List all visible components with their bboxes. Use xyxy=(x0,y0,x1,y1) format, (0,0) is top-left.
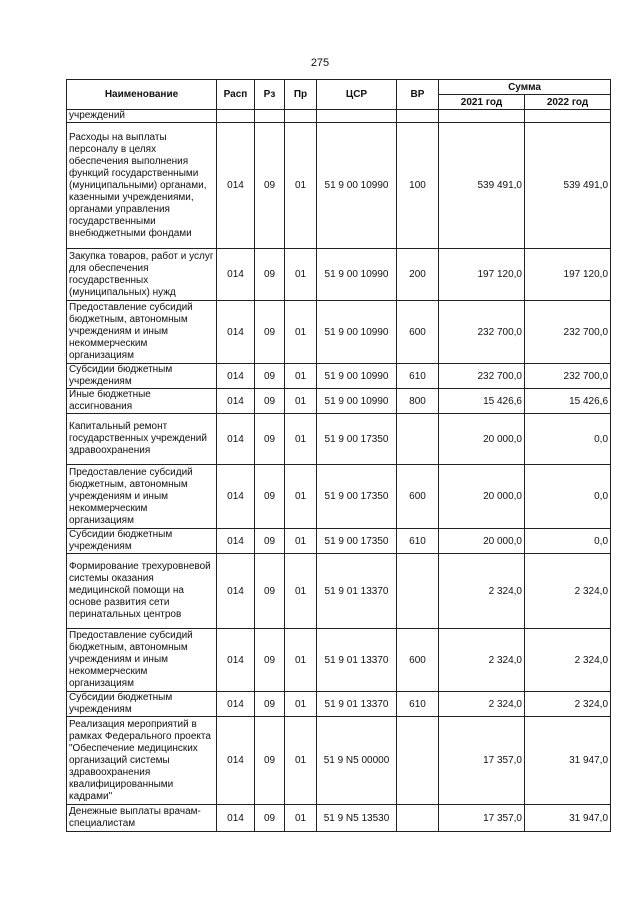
row-vr: 600 xyxy=(397,301,439,364)
row-vr: 610 xyxy=(397,692,439,717)
table-row xyxy=(67,123,611,249)
table-row xyxy=(67,364,611,389)
row-vr: 600 xyxy=(397,629,439,692)
row-rz: 09 xyxy=(255,301,285,364)
row-pr: 01 xyxy=(285,529,317,554)
row-csr: 51 9 01 13370 xyxy=(317,692,397,717)
row-sum-2021: 2 324,0 xyxy=(439,554,525,629)
row-rasp: 014 xyxy=(217,414,255,465)
header-rasp: Расп xyxy=(217,80,255,110)
row-vr: 100 xyxy=(397,123,439,249)
row-name: Субсидии бюджетным учреждениям xyxy=(67,364,217,389)
row-pr: 01 xyxy=(285,465,317,529)
row-vr: 800 xyxy=(397,389,439,414)
row-pr: 01 xyxy=(285,123,317,249)
row-csr: 51 9 N5 00000 xyxy=(317,717,397,805)
row-rasp: 014 xyxy=(217,389,255,414)
row-rz: 09 xyxy=(255,529,285,554)
row-name: Закупка товаров, работ и услуг для обеспечения государственных (муниципальных) нужд xyxy=(67,249,217,301)
row-rasp: 014 xyxy=(217,301,255,364)
row-rasp: 014 xyxy=(217,249,255,301)
row-pr: 01 xyxy=(285,717,317,805)
table-row xyxy=(67,717,611,805)
row-rasp: 014 xyxy=(217,529,255,554)
row-vr: 610 xyxy=(397,364,439,389)
row-vr: 600 xyxy=(397,465,439,529)
row-pr: 01 xyxy=(285,301,317,364)
row-sum-2022: 2 324,0 xyxy=(525,629,611,692)
row-sum-2021: 232 700,0 xyxy=(439,364,525,389)
header-vr: ВР xyxy=(397,80,439,110)
row-rasp: 014 xyxy=(217,364,255,389)
row-rz: 09 xyxy=(255,123,285,249)
header-sum: Сумма xyxy=(439,80,611,95)
row-csr: 51 9 00 10990 xyxy=(317,389,397,414)
row-vr xyxy=(397,110,439,123)
row-sum-2021: 539 491,0 xyxy=(439,123,525,249)
row-name: Иные бюджетные ассигнования xyxy=(67,389,217,414)
row-sum-2022: 0,0 xyxy=(525,414,611,465)
row-name: Реализация мероприятий в рамках Федерального проекта "Обеспечение медицинских организаций системы здравоохранения квалифицированными кадрами" xyxy=(67,717,217,805)
row-pr: 01 xyxy=(285,249,317,301)
row-sum-2021: 17 357,0 xyxy=(439,805,525,832)
row-sum-2021: 17 357,0 xyxy=(439,717,525,805)
row-rasp: 014 xyxy=(217,692,255,717)
table-row xyxy=(67,805,611,832)
row-sum-2021: 20 000,0 xyxy=(439,414,525,465)
row-sum-2021: 197 120,0 xyxy=(439,249,525,301)
row-pr: 01 xyxy=(285,364,317,389)
row-name: Предоставление субсидий бюджетным, автономным учреждениям и иным некоммерческим организациям xyxy=(67,629,217,692)
row-name: Субсидии бюджетным учреждениям xyxy=(67,529,217,554)
row-sum-2021: 20 000,0 xyxy=(439,465,525,529)
row-name: Предоставление субсидий бюджетным, автономным учреждениям и иным некоммерческим организациям xyxy=(67,301,217,364)
row-sum-2021: 15 426,6 xyxy=(439,389,525,414)
row-name: Расходы на выплаты персоналу в целях обеспечения выполнения функций государственными (муниципальными) органами, казенными учреждениями, органами управления государственными внебюджетными фондами xyxy=(67,123,217,249)
row-csr: 51 9 00 10990 xyxy=(317,249,397,301)
row-rasp: 014 xyxy=(217,629,255,692)
row-vr xyxy=(397,717,439,805)
row-sum-2022: 2 324,0 xyxy=(525,554,611,629)
row-pr xyxy=(285,110,317,123)
table-row xyxy=(67,110,611,123)
row-sum-2021: 2 324,0 xyxy=(439,692,525,717)
row-sum-2022: 2 324,0 xyxy=(525,692,611,717)
row-sum-2022 xyxy=(525,110,611,123)
row-vr xyxy=(397,805,439,832)
header-name: Наименование xyxy=(67,80,217,110)
row-sum-2022: 31 947,0 xyxy=(525,717,611,805)
row-name: Капитальный ремонт государственных учреждений здравоохранения xyxy=(67,414,217,465)
header-pr: Пр xyxy=(285,80,317,110)
row-rz: 09 xyxy=(255,717,285,805)
row-csr: 51 9 00 10990 xyxy=(317,364,397,389)
row-pr: 01 xyxy=(285,629,317,692)
header-csr: ЦСР xyxy=(317,80,397,110)
table-row xyxy=(67,249,611,301)
row-pr: 01 xyxy=(285,414,317,465)
row-pr: 01 xyxy=(285,554,317,629)
row-sum-2022: 0,0 xyxy=(525,529,611,554)
table-row xyxy=(67,389,611,414)
row-rz: 09 xyxy=(255,389,285,414)
table-row xyxy=(67,465,611,529)
budget-table xyxy=(66,79,611,832)
row-rasp: 014 xyxy=(217,123,255,249)
row-pr: 01 xyxy=(285,692,317,717)
row-name: учреждений xyxy=(67,110,217,123)
table-header xyxy=(67,80,611,110)
row-csr: 51 9 01 13370 xyxy=(317,554,397,629)
row-csr: 51 9 00 10990 xyxy=(317,123,397,249)
row-rz: 09 xyxy=(255,692,285,717)
row-csr: 51 9 00 17350 xyxy=(317,465,397,529)
row-rz xyxy=(255,110,285,123)
row-rz: 09 xyxy=(255,414,285,465)
row-sum-2021 xyxy=(439,110,525,123)
table-row xyxy=(67,692,611,717)
header-year-2021: 2021 год xyxy=(439,95,525,110)
table-row xyxy=(67,301,611,364)
row-vr: 200 xyxy=(397,249,439,301)
row-csr: 51 9 00 17350 xyxy=(317,529,397,554)
header-rz: Рз xyxy=(255,80,285,110)
row-rz: 09 xyxy=(255,249,285,301)
row-rz: 09 xyxy=(255,629,285,692)
row-sum-2022: 31 947,0 xyxy=(525,805,611,832)
row-csr: 51 9 00 17350 xyxy=(317,414,397,465)
row-sum-2022: 232 700,0 xyxy=(525,301,611,364)
row-rz: 09 xyxy=(255,465,285,529)
header-year-2022: 2022 год xyxy=(525,95,611,110)
row-rasp: 014 xyxy=(217,805,255,832)
row-sum-2022: 232 700,0 xyxy=(525,364,611,389)
page-number: 275 xyxy=(310,57,330,69)
row-name: Субсидии бюджетным учреждениям xyxy=(67,692,217,717)
row-name: Формирование трехуровневой системы оказания медицинской помощи на основе развития сети перинатальных центров xyxy=(67,554,217,629)
row-csr: 51 9 00 10990 xyxy=(317,301,397,364)
row-pr: 01 xyxy=(285,389,317,414)
row-sum-2022: 539 491,0 xyxy=(525,123,611,249)
table-row xyxy=(67,529,611,554)
row-rz: 09 xyxy=(255,805,285,832)
row-rasp: 014 xyxy=(217,717,255,805)
row-sum-2022: 197 120,0 xyxy=(525,249,611,301)
row-sum-2022: 0,0 xyxy=(525,465,611,529)
row-vr: 610 xyxy=(397,529,439,554)
row-rz: 09 xyxy=(255,554,285,629)
table-row xyxy=(67,414,611,465)
row-csr xyxy=(317,110,397,123)
row-sum-2021: 2 324,0 xyxy=(439,629,525,692)
row-rasp xyxy=(217,110,255,123)
row-vr xyxy=(397,554,439,629)
row-sum-2021: 232 700,0 xyxy=(439,301,525,364)
row-rz: 09 xyxy=(255,364,285,389)
row-sum-2021: 20 000,0 xyxy=(439,529,525,554)
row-csr: 51 9 N5 13530 xyxy=(317,805,397,832)
row-csr: 51 9 01 13370 xyxy=(317,629,397,692)
table-row xyxy=(67,629,611,692)
row-sum-2022: 15 426,6 xyxy=(525,389,611,414)
row-vr xyxy=(397,414,439,465)
row-pr: 01 xyxy=(285,805,317,832)
table-row xyxy=(67,554,611,629)
row-name: Денежные выплаты врачам-специалистам xyxy=(67,805,217,832)
row-name: Предоставление субсидий бюджетным, автономным учреждениям и иным некоммерческим организациям xyxy=(67,465,217,529)
row-rasp: 014 xyxy=(217,554,255,629)
row-rasp: 014 xyxy=(217,465,255,529)
